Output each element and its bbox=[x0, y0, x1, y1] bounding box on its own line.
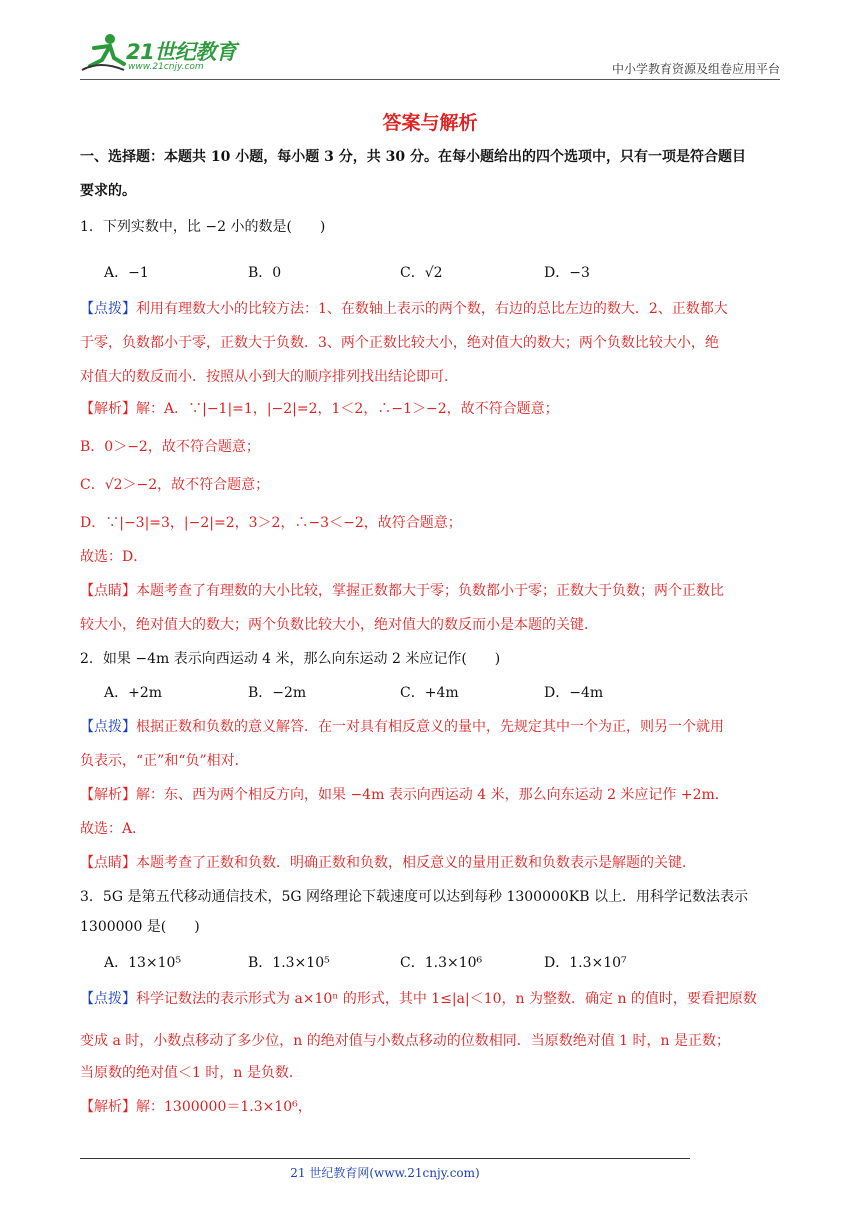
q2-option-c: C．+4m bbox=[400, 685, 459, 701]
logo bbox=[80, 30, 280, 80]
q3-option-c: C．1.3×10⁶ bbox=[400, 955, 483, 971]
q3-hint-line2: 变成 a 时，小数点移动了多少位，n 的绝对值与小数点移动的位数相同．当原数绝对值 1 时，n 是正数； bbox=[80, 1033, 730, 1049]
q1-stem: 1．下列实数中，比 −2 小的数是( ) bbox=[80, 219, 326, 235]
runner-logo-icon bbox=[80, 30, 126, 76]
q1-solution-a bbox=[80, 398, 780, 420]
q2-option-a: A．+2m bbox=[104, 685, 163, 701]
footer-text: 21 世纪教育网(www.21cnjy.com) bbox=[290, 1166, 480, 1180]
q2-review-line1 bbox=[80, 852, 780, 874]
q2-hint-line1 bbox=[80, 716, 780, 738]
q1-option-b: B．0 bbox=[248, 265, 282, 281]
platform-label: 中小学教育资源及组卷应用平台 bbox=[611, 62, 780, 76]
q2-choice: 故选：A． bbox=[80, 821, 147, 837]
q1-hint-line3: 对值大的数反而小．按照从小到大的顺序排列找出结论即可． bbox=[80, 369, 458, 385]
solution-tag: 【解析】 bbox=[80, 787, 136, 803]
q1-solution-d: D．∵|−3|=3，|−2|=2，3＞2，∴−3＜−2，故符合题意； bbox=[80, 515, 462, 531]
q1-hint-line2: 于零，负数都小于零，正数大于负数．3、两个正数比较大小，绝对值大的数大；两个负数比较大小，绝 bbox=[80, 335, 719, 351]
q2-hint-text1: 根据正数和负数的意义解答．在一对具有相反意义的量中，先规定其中一个为正，则另一个就用 bbox=[136, 719, 724, 735]
footer-divider bbox=[80, 1158, 690, 1159]
solution-tag: 【解析】 bbox=[80, 1099, 136, 1115]
hint-tag: 【点拨】 bbox=[80, 301, 136, 317]
q2-solution-text1: 解：东、西为两个相反方向，如果 −4m 表示向西运动 4 米，那么向东运动 2 米应记作 +2m． bbox=[136, 787, 729, 803]
solution-tag: 【解析】 bbox=[80, 401, 136, 417]
q1-solution-b: B．0＞−2，故不符合题意； bbox=[80, 439, 260, 455]
hint-tag: 【点拨】 bbox=[80, 991, 136, 1007]
review-tag: 【点睛】 bbox=[80, 855, 136, 871]
q1-solution-c: C．√2＞−2，故不符合题意； bbox=[80, 477, 270, 493]
q1-solution-a-text: 解：A．∵|−1|=1，|−2|=2，1＜2，∴−1＞−2，故不符合题意； bbox=[136, 401, 559, 417]
q3-stem-line1: 3．5G 是第五代移动通信技术，5G 网络理论下载速度可以达到每秒 1300000KB 以上．用科学记数法表示 bbox=[80, 889, 748, 905]
q3-option-b: B．1.3×10⁵ bbox=[248, 955, 330, 971]
header-divider bbox=[80, 79, 780, 80]
q1-option-d: D．−3 bbox=[544, 265, 590, 281]
q2-solution-line1 bbox=[80, 784, 780, 806]
q3-stem-line2: 1300000 是( ) bbox=[80, 919, 200, 935]
review-tag: 【点睛】 bbox=[80, 583, 136, 599]
page-title: 答案与解析 bbox=[382, 112, 478, 134]
q3-option-a: A．13×10⁵ bbox=[104, 955, 182, 971]
section-heading-line1: 一、选择题：本题共 10 小题，每小题 3 分，共 30 分。在每小题给出的四个选项中，只有一项是符合题目 bbox=[80, 149, 746, 165]
q3-hint-text1: 科学记数法的表示形式为 a×10ⁿ 的形式，其中 1≤|a|＜10，n 为整数．确定 n 的值时，要看把原数 bbox=[136, 991, 757, 1007]
q2-stem: 2．如果 −4m 表示向西运动 4 米，那么向东运动 2 米应记作( ) bbox=[80, 651, 501, 667]
q3-hint-line3: 当原数的绝对值＜1 时，n 是负数． bbox=[80, 1065, 303, 1081]
q1-review-line1 bbox=[80, 580, 780, 602]
q2-option-b: B．−2m bbox=[248, 685, 307, 701]
q2-hint-line2: 负表示，“正”和“负”相对． bbox=[80, 753, 249, 769]
q2-review-text1: 本题考查了正数和负数．明确正数和负数，相反意义的量用正数和负数表示是解题的关键． bbox=[136, 855, 696, 871]
q1-review-line2: 较大小，绝对值大的数大；两个负数比较大小，绝对值大的数反而小是本题的关键． bbox=[80, 617, 598, 633]
q1-option-c: C．√2 bbox=[400, 265, 443, 281]
page-header bbox=[80, 30, 780, 80]
q3-hint-line1 bbox=[80, 988, 780, 1010]
logo-text: 21世纪教育 bbox=[126, 40, 237, 64]
q1-hint-text1: 利用有理数大小的比较方法：1、在数轴上表示的两个数，右边的总比左边的数大．2、正数都大 bbox=[136, 301, 728, 317]
hint-tag: 【点拨】 bbox=[80, 719, 136, 735]
q2-option-d: D．−4m bbox=[544, 685, 604, 701]
q3-solution-text1: 解：1300000＝1.3×10⁶， bbox=[136, 1099, 312, 1115]
q3-option-d: D．1.3×10⁷ bbox=[544, 955, 627, 971]
q1-review-text1: 本题考查了有理数的大小比较，掌握正数都大于零；负数都小于零；正数大于负数；两个正数比 bbox=[136, 583, 724, 599]
q1-option-a: A．−1 bbox=[104, 265, 149, 281]
logo-url: www.21cnjy.com bbox=[128, 62, 204, 72]
q1-choice: 故选：D． bbox=[80, 549, 148, 565]
q1-hint-line1 bbox=[80, 298, 780, 320]
section-heading-line2: 要求的。 bbox=[80, 183, 136, 199]
q3-solution-line1 bbox=[80, 1096, 780, 1118]
